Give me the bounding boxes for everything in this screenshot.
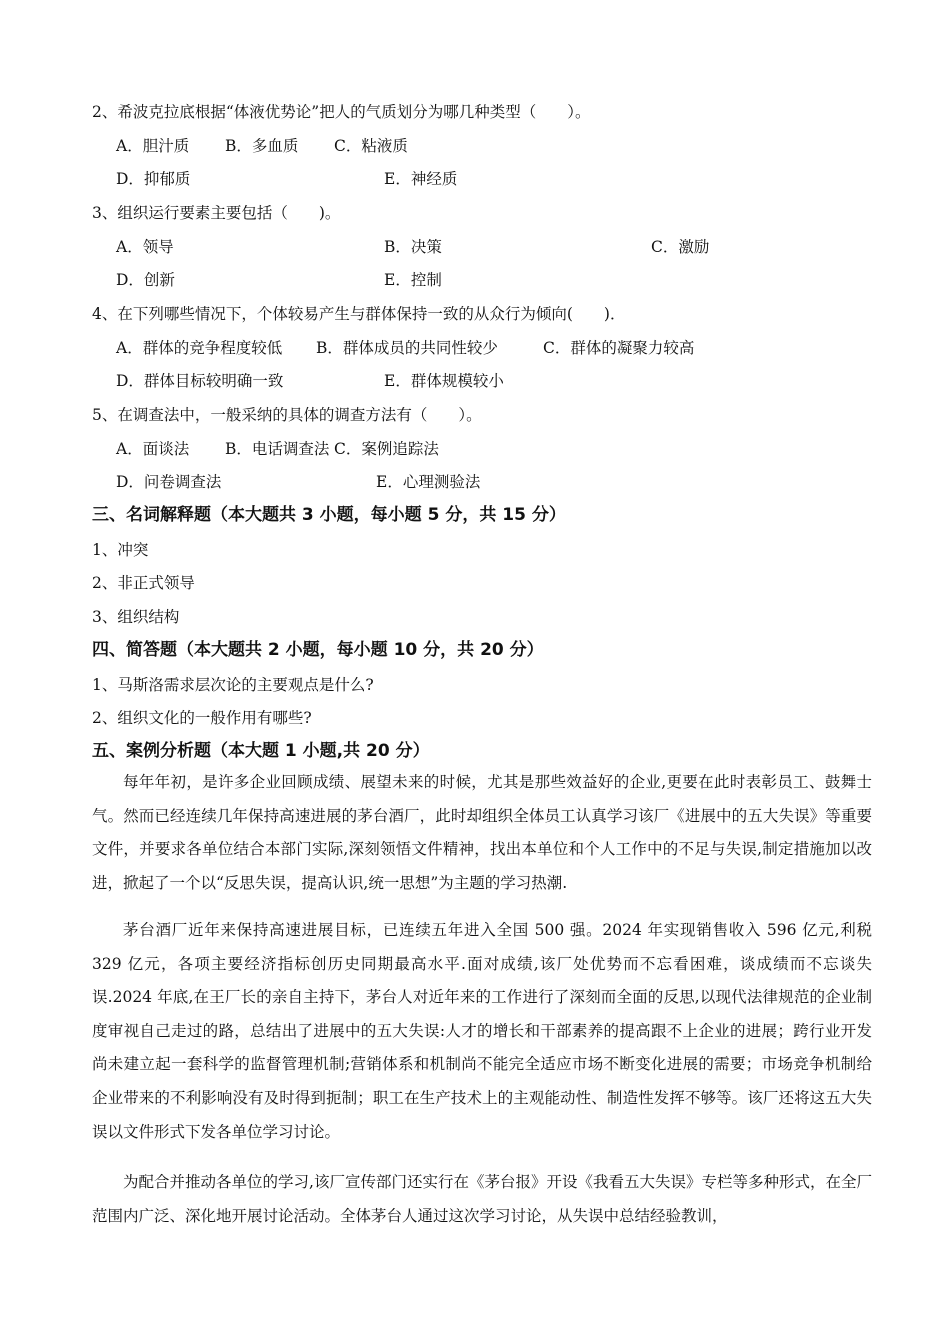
- question-5-option-d: D．问卷调查法: [116, 473, 222, 491]
- question-2-option-a: A．胆汁质: [116, 137, 190, 155]
- section-3-item-3: 3、组织结构: [92, 608, 180, 626]
- question-3-option-d: D．创新: [116, 271, 175, 289]
- section-3-item-2: 2、非正式领导: [92, 574, 195, 592]
- question-4-stem: 4、在下列哪些情况下，个体较易产生与群体保持一致的从众行为倾向( )．: [92, 305, 626, 323]
- question-3-stem: 3、组织运行要素主要包括（ )。: [92, 204, 341, 222]
- section-4-item-2: 2、组织文化的一般作用有哪些?: [92, 709, 312, 727]
- question-4-option-c: C．群体的凝聚力较高: [543, 339, 695, 357]
- question-2-option-d: D．抑郁质: [116, 170, 191, 188]
- question-3-option-a: A．领导: [116, 238, 174, 256]
- case-paragraph-2: 茅台酒厂近年来保持高速进展目标，已连续五年进入全国 500 强。2024 年实现销售收入 596 亿元,利税 329 亿元，各项主要经济指标创历史同期最高水平.面对成绩,该厂处优势而不忘看困难，谈成绩而不忘谈失误.2024 年底,在王厂长的亲自主持下，茅台人对近年来的工作进行了深刻而全面的反思,以现代法律规范的企业制度审视自己走过的路，总结出了进展中的五大失误:人才的增长和干部素养的提高跟不上企业的进展；跨行业开发尚未建立起一套科学的监督管理机制;营销体系和机制尚不能完全适应市场不断变化进展的需要；市场竞争机制给企业带来的不利影响没有及时得到扼制；职工在生产技术上的主观能动性、制造性发挥不够等。该厂还将这五大失误以文件形式下发各单位学习讨论。: [92, 921, 872, 1141]
- question-2-stem: 2、希波克拉底根据“体液优势论”把人的气质划分为哪几种类型（ ）。: [92, 103, 591, 121]
- section-5-heading: 五、案例分析题（本大题 1 小题,共 20 分）: [92, 741, 430, 761]
- section-3-heading: 三、名词解释题（本大题共 3 小题，每小题 5 分，共 15 分）: [92, 505, 566, 525]
- question-3-option-e: E．控制: [384, 271, 442, 289]
- case-paragraph-3: 为配合并推动各单位的学习,该厂宣传部门还实行在《茅台报》开设《我看五大失误》专栏等多种形式，在全厂范围内广泛、深化地开展讨论活动。全体茅台人通过这次学习讨论，从失误中总结经验教训，: [92, 1173, 872, 1225]
- question-5-option-a: A．面谈法: [116, 440, 190, 458]
- section-4-heading: 四、简答题（本大题共 2 小题，每小题 10 分，共 20 分）: [92, 640, 544, 660]
- question-5-option-b: B．电话调查法: [225, 440, 330, 458]
- case-paragraph-1: 每年年初，是许多企业回顾成绩、展望未来的时候，尤其是那些效益好的企业,更要在此时表彰员工、鼓舞士气。然而已经连续几年保持高速进展的茅台酒厂，此时却组织全体员工认真学习该厂《进展中的五大失误》等重要文件，并要求各单位结合本部门实际,深刻领悟文件精神，找出本单位和个人工作中的不足与失误,制定措施加以改进，掀起了一个以“反思失误，提高认识,统一思想”为主题的学习热潮.: [92, 773, 872, 892]
- question-2-option-b: B．多血质: [225, 137, 299, 155]
- question-3-option-c: C．激励: [651, 238, 710, 256]
- question-4-option-d: D．群体目标较明确一致: [116, 372, 284, 390]
- question-4-option-a: A．群体的竞争程度较低: [116, 339, 283, 357]
- question-5-stem: 5、在调查法中，一般采纳的具体的调查方法有（ ）。: [92, 406, 482, 424]
- question-3-option-b: B．决策: [384, 238, 442, 256]
- question-5-option-c: C．案例追踪法: [334, 440, 439, 458]
- question-2-option-c: C．粘液质: [334, 137, 408, 155]
- section-3-item-1: 1、冲突: [92, 541, 149, 559]
- section-4-item-1: 1、马斯洛需求层次论的主要观点是什么?: [92, 676, 374, 694]
- question-4-option-e: E．群体规模较小: [384, 372, 504, 390]
- question-2-option-e: E．神经质: [384, 170, 458, 188]
- question-5-option-e: E．心理测验法: [376, 473, 481, 491]
- question-4-option-b: B．群体成员的共同性较少: [316, 339, 498, 357]
